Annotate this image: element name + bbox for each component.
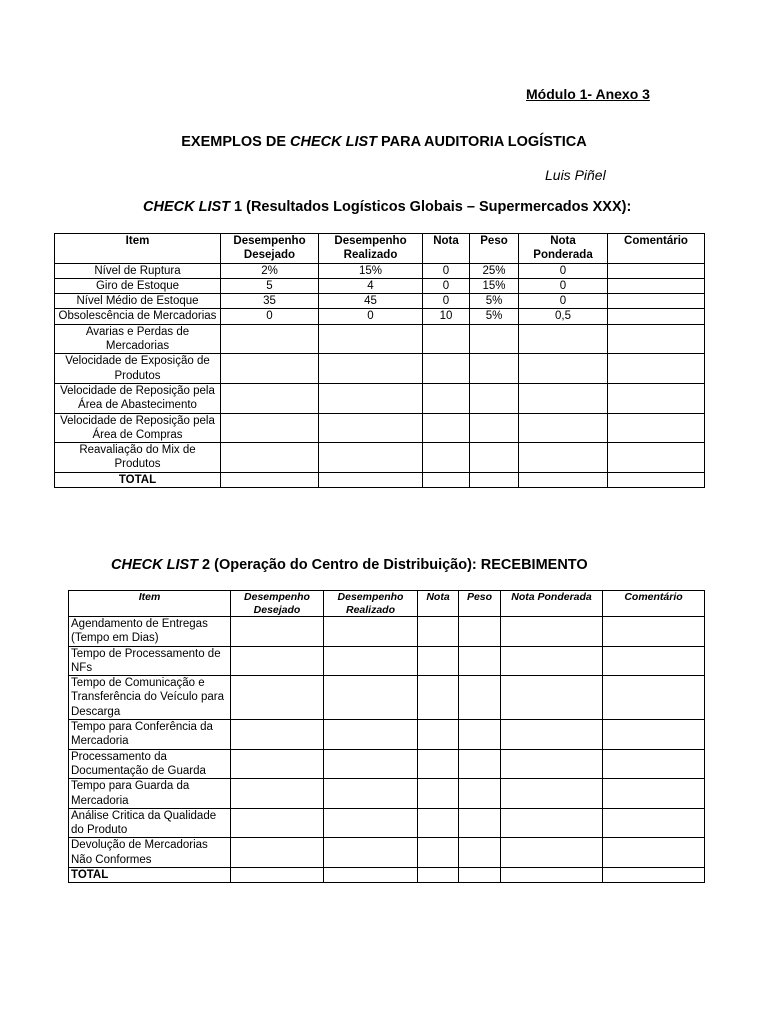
table-cell xyxy=(324,779,418,809)
table-cell xyxy=(418,720,459,750)
table-row xyxy=(55,383,705,413)
table-cell xyxy=(418,617,459,647)
total-label: TOTAL xyxy=(69,868,231,883)
table-cell: Agendamento de Entregas (Tempo em Dias) xyxy=(69,617,231,647)
table-cell xyxy=(319,413,423,443)
table-cell xyxy=(423,413,470,443)
table-cell xyxy=(231,808,324,838)
table-row xyxy=(69,838,705,868)
table-row xyxy=(55,278,705,293)
table-cell: 0 xyxy=(319,309,423,324)
table-row xyxy=(69,617,705,647)
table-cell: 15% xyxy=(319,263,423,278)
table-cell xyxy=(221,324,319,354)
table-cell xyxy=(324,646,418,676)
table-cell xyxy=(231,868,324,883)
checklist1-col-header: Nota xyxy=(423,234,470,264)
total-row xyxy=(55,472,705,487)
checklist2-col-header: Desempenho Desejado xyxy=(231,591,324,617)
table-cell xyxy=(470,354,519,384)
total-row xyxy=(69,868,705,883)
table-cell xyxy=(608,383,705,413)
table-cell xyxy=(608,443,705,473)
table-cell: Obsolescência de Mercadorias xyxy=(55,309,221,324)
table-cell: Tempo de Comunicação e Transferência do Veículo para Descarga xyxy=(69,676,231,720)
table-cell xyxy=(423,383,470,413)
table-cell: 5% xyxy=(470,309,519,324)
table-cell xyxy=(470,383,519,413)
table-row xyxy=(69,676,705,720)
table-cell: 4 xyxy=(319,278,423,293)
table-cell xyxy=(519,472,608,487)
table-row xyxy=(55,443,705,473)
table-cell xyxy=(603,779,705,809)
document-title xyxy=(0,134,768,150)
table-cell xyxy=(324,676,418,720)
table-cell xyxy=(603,838,705,868)
checklist2-col-header: Peso xyxy=(459,591,501,617)
table-cell xyxy=(221,354,319,384)
table-cell xyxy=(608,294,705,309)
table-cell xyxy=(501,676,603,720)
table-cell: Reavaliação do Mix de Produtos xyxy=(55,443,221,473)
table-cell xyxy=(418,676,459,720)
table-cell xyxy=(418,749,459,779)
table-cell: 2% xyxy=(221,263,319,278)
table-cell: Tempo para Guarda da Mercadoria xyxy=(69,779,231,809)
table-cell xyxy=(418,779,459,809)
checklist1-heading xyxy=(143,199,631,215)
table-cell: 0,5 xyxy=(519,309,608,324)
table-cell xyxy=(459,646,501,676)
table-row xyxy=(69,749,705,779)
checklist2-heading-italic: CHECK LIST xyxy=(111,557,198,573)
table-row xyxy=(55,413,705,443)
table-cell xyxy=(459,617,501,647)
table-cell: 10 xyxy=(423,309,470,324)
table-row xyxy=(69,646,705,676)
table-cell: 5% xyxy=(470,294,519,309)
table-row xyxy=(69,779,705,809)
checklist1-col-header: Desempenho Realizado xyxy=(319,234,423,264)
table-cell: 0 xyxy=(423,278,470,293)
table-cell xyxy=(324,868,418,883)
table-cell xyxy=(324,617,418,647)
table-cell xyxy=(519,383,608,413)
table-cell: Devolução de Mercadorias Não Conformes xyxy=(69,838,231,868)
title-prefix: EXEMPLOS DE xyxy=(181,134,291,150)
table-cell: 0 xyxy=(519,294,608,309)
table-row xyxy=(55,354,705,384)
table-cell: 0 xyxy=(423,294,470,309)
annex-label: Módulo 1- Anexo 3 xyxy=(526,86,650,102)
table-cell xyxy=(608,354,705,384)
table-cell xyxy=(423,443,470,473)
table-cell xyxy=(231,720,324,750)
table-cell xyxy=(418,868,459,883)
checklist1-col-header: Desempenho Desejado xyxy=(221,234,319,264)
checklist1-col-header: Peso xyxy=(470,234,519,264)
table-cell: Nível de Ruptura xyxy=(55,263,221,278)
table-cell: 0 xyxy=(221,309,319,324)
table-cell: Avarias e Perdas de Mercadorias xyxy=(55,324,221,354)
table-cell xyxy=(324,720,418,750)
table-row xyxy=(55,263,705,278)
checklist1-col-header: Nota Ponderada xyxy=(519,234,608,264)
table-cell: Tempo de Processamento de NFs xyxy=(69,646,231,676)
table-cell xyxy=(608,324,705,354)
table-cell: Velocidade de Reposição pela Área de Compras xyxy=(55,413,221,443)
table-cell xyxy=(519,324,608,354)
table-cell xyxy=(501,868,603,883)
table-cell xyxy=(470,413,519,443)
table-cell xyxy=(603,646,705,676)
title-italic: CHECK LIST xyxy=(290,134,378,150)
table-cell: Nível Médio de Estoque xyxy=(55,294,221,309)
table-cell xyxy=(231,779,324,809)
table-cell xyxy=(470,324,519,354)
table-cell xyxy=(319,443,423,473)
table-cell: Giro de Estoque xyxy=(55,278,221,293)
checklist2-col-header: Nota Ponderada xyxy=(501,591,603,617)
table-cell xyxy=(603,617,705,647)
table-cell xyxy=(231,676,324,720)
table-row xyxy=(55,324,705,354)
table-cell xyxy=(319,472,423,487)
table-cell xyxy=(231,617,324,647)
checklist2-col-header: Item xyxy=(69,591,231,617)
table-row xyxy=(69,720,705,750)
table-cell: 0 xyxy=(519,263,608,278)
table-cell xyxy=(459,838,501,868)
checklist2-header-row xyxy=(69,591,705,617)
table-cell xyxy=(603,749,705,779)
table-cell: 15% xyxy=(470,278,519,293)
table-cell xyxy=(501,617,603,647)
checklist1-heading-italic: CHECK LIST xyxy=(143,199,230,215)
table-cell xyxy=(519,413,608,443)
checklist1-table xyxy=(54,233,705,488)
checklist2-table xyxy=(68,590,705,883)
table-cell: 0 xyxy=(519,278,608,293)
author-name: Luis Piñel xyxy=(545,167,606,183)
table-cell xyxy=(608,413,705,443)
table-cell: 45 xyxy=(319,294,423,309)
table-cell xyxy=(423,354,470,384)
table-row xyxy=(69,808,705,838)
table-cell: Análise Critica da Qualidade do Produto xyxy=(69,808,231,838)
table-cell xyxy=(608,263,705,278)
table-cell xyxy=(501,808,603,838)
table-cell xyxy=(231,749,324,779)
table-cell xyxy=(423,472,470,487)
checklist1-header-row xyxy=(55,234,705,264)
table-cell: Tempo para Conferência da Mercadoria xyxy=(69,720,231,750)
table-row xyxy=(55,294,705,309)
table-cell: 35 xyxy=(221,294,319,309)
table-cell xyxy=(319,324,423,354)
table-cell xyxy=(324,749,418,779)
table-cell xyxy=(501,749,603,779)
table-cell xyxy=(459,720,501,750)
table-cell xyxy=(501,838,603,868)
table-cell xyxy=(501,779,603,809)
table-cell: 0 xyxy=(423,263,470,278)
table-cell: 5 xyxy=(221,278,319,293)
table-cell xyxy=(324,838,418,868)
table-cell xyxy=(324,808,418,838)
table-cell: Velocidade de Exposição de Produtos xyxy=(55,354,221,384)
table-cell xyxy=(423,324,470,354)
table-cell xyxy=(608,472,705,487)
table-cell xyxy=(418,838,459,868)
table-cell xyxy=(459,779,501,809)
table-cell xyxy=(221,413,319,443)
table-cell xyxy=(221,383,319,413)
table-cell xyxy=(221,443,319,473)
table-cell xyxy=(608,278,705,293)
checklist1-heading-rest: 1 (Resultados Logísticos Globais – Supermercados XXX): xyxy=(230,199,632,215)
table-cell xyxy=(519,443,608,473)
total-label: TOTAL xyxy=(55,472,221,487)
table-cell xyxy=(418,808,459,838)
table-cell xyxy=(231,838,324,868)
table-cell: 25% xyxy=(470,263,519,278)
table-cell xyxy=(319,383,423,413)
checklist1-col-header: Comentário xyxy=(608,234,705,264)
checklist2-col-header: Desempenho Realizado xyxy=(324,591,418,617)
table-cell: Processamento da Documentação de Guarda xyxy=(69,749,231,779)
table-cell xyxy=(221,472,319,487)
table-cell: Velocidade de Reposição pela Área de Abastecimento xyxy=(55,383,221,413)
table-cell xyxy=(603,676,705,720)
checklist2-col-header: Nota xyxy=(418,591,459,617)
table-row xyxy=(55,309,705,324)
table-cell xyxy=(319,354,423,384)
table-cell xyxy=(603,808,705,838)
checklist2-col-header: Comentário xyxy=(603,591,705,617)
table-cell xyxy=(603,720,705,750)
table-cell xyxy=(470,472,519,487)
table-cell xyxy=(459,749,501,779)
table-cell xyxy=(459,808,501,838)
table-cell xyxy=(459,676,501,720)
table-cell xyxy=(501,720,603,750)
table-cell xyxy=(418,646,459,676)
checklist2-heading xyxy=(111,557,588,573)
checklist2-heading-rest: 2 (Operação do Centro de Distribuição): RECEBIMENTO xyxy=(198,557,588,573)
table-cell xyxy=(470,443,519,473)
table-cell xyxy=(603,868,705,883)
table-cell xyxy=(519,354,608,384)
table-cell xyxy=(459,868,501,883)
title-suffix: PARA AUDITORIA LOGÍSTICA xyxy=(377,134,587,150)
table-cell xyxy=(501,646,603,676)
checklist1-col-header: Item xyxy=(55,234,221,264)
table-cell xyxy=(231,646,324,676)
table-cell xyxy=(608,309,705,324)
